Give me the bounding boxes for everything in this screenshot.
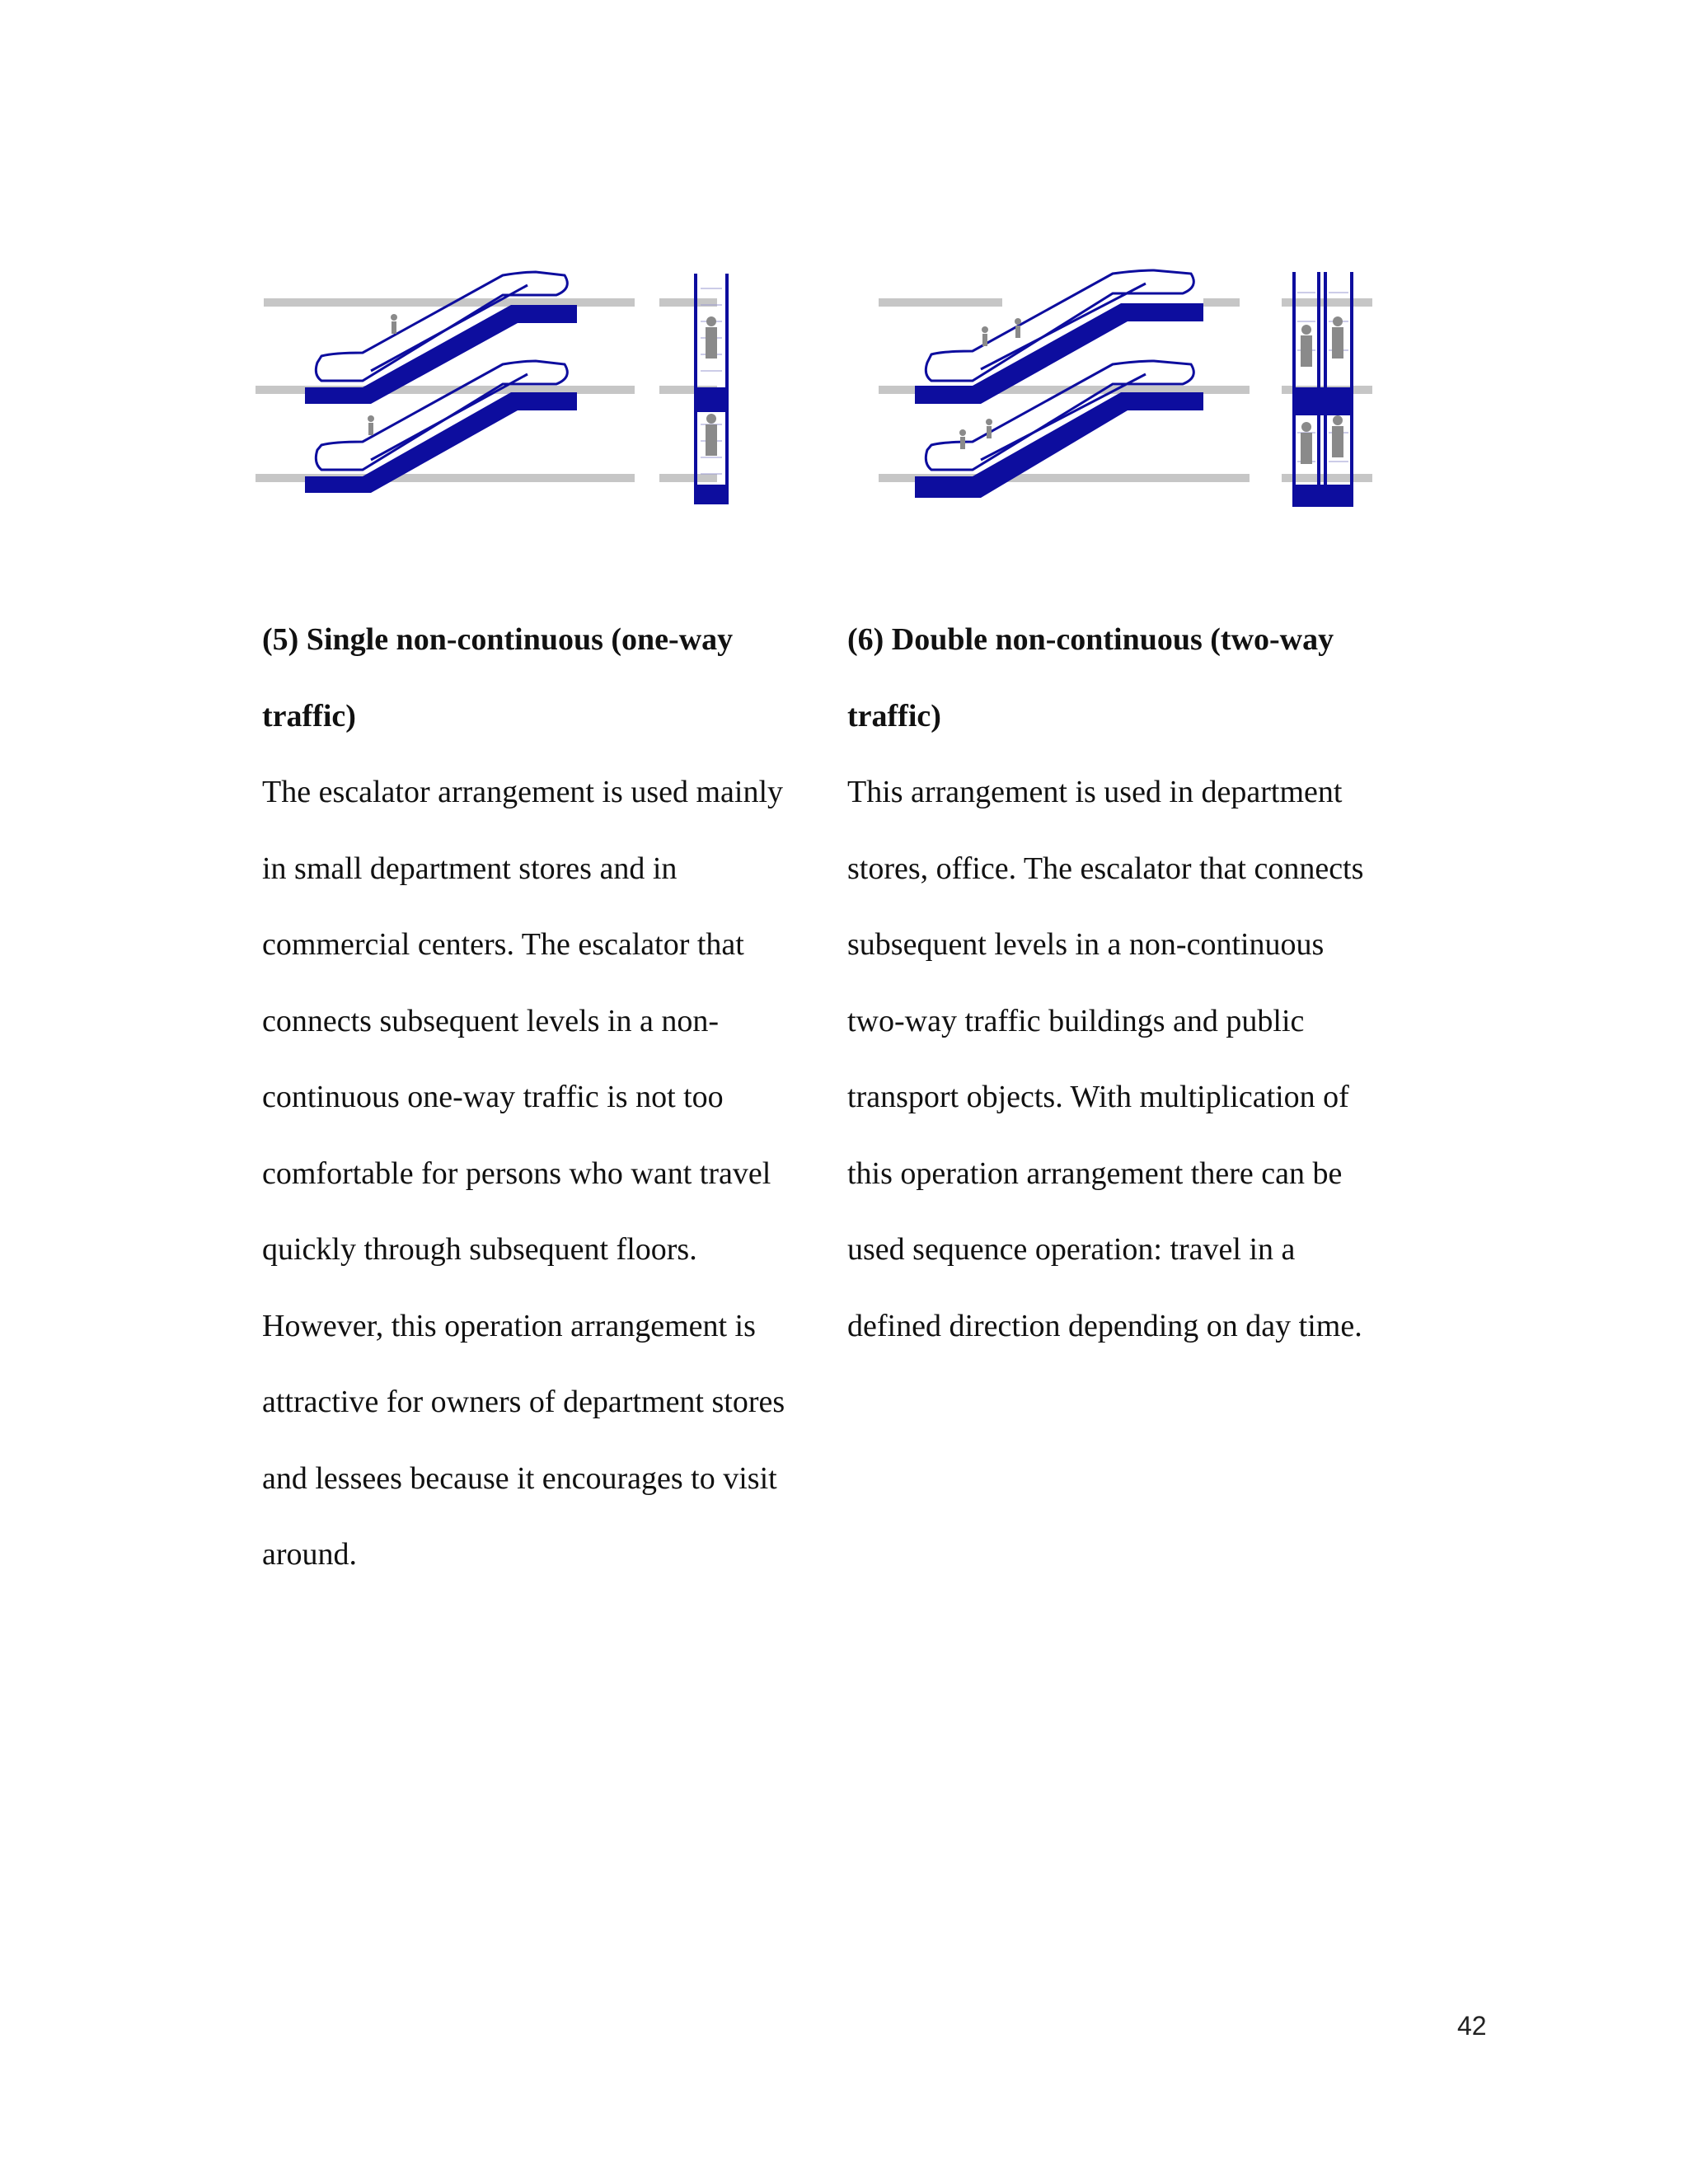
body-line: commercial centers. The escalator that — [262, 927, 744, 962]
body-line: in small department stores and in — [262, 851, 678, 886]
heading-line: traffic) — [262, 698, 356, 733]
single-non-continuous-escalator-diagram — [256, 264, 758, 511]
section-body — [262, 754, 831, 1593]
floor-line — [659, 474, 717, 482]
heading-line: traffic) — [847, 698, 941, 733]
body-line: comfortable for persons who want travel — [262, 1155, 771, 1191]
section-heading — [262, 602, 831, 754]
double-non-continuous-escalator-diagram — [865, 264, 1385, 511]
section-heading — [847, 602, 1416, 754]
escalator-side-view — [1292, 272, 1353, 507]
right-text-column — [847, 602, 1416, 1364]
body-line: used sequence operation: travel in a — [847, 1232, 1296, 1267]
body-line: connects subsequent levels in a non- — [262, 1003, 720, 1038]
body-line: and lessees because it encourages to visit — [262, 1460, 777, 1496]
floor-line — [879, 298, 1002, 307]
floor-line — [1203, 298, 1240, 307]
body-line: continuous one-way traffic is not too — [262, 1080, 724, 1114]
body-line: quickly through subsequent floors. — [262, 1232, 697, 1267]
section-body — [847, 754, 1416, 1364]
body-line: two-way traffic buildings and public — [847, 1003, 1305, 1038]
escalator-side-view — [694, 274, 729, 504]
body-line: subsequent levels in a non-continuous — [847, 927, 1325, 962]
body-line: However, this operation arrangement is — [262, 1308, 756, 1343]
escalator-diagram-svg — [865, 264, 1385, 511]
escalator-diagram-svg — [256, 264, 758, 511]
body-line: attractive for owners of department stores — [262, 1385, 785, 1419]
body-line: defined direction depending on day time. — [847, 1308, 1362, 1343]
heading-line: (6) Double non-continuous (two-way — [847, 622, 1334, 657]
page-number: 42 — [1457, 2011, 1487, 2041]
body-line: stores, office. The escalator that connects — [847, 851, 1364, 886]
left-text-column — [262, 602, 831, 1593]
body-line: The escalator arrangement is used mainly — [262, 775, 784, 809]
body-line: transport objects. With multiplication of — [847, 1080, 1349, 1114]
heading-line: (5) Single non-continuous (one-way — [262, 622, 734, 657]
body-line: this operation arrangement there can be — [847, 1155, 1343, 1191]
body-line: around. — [262, 1537, 358, 1572]
body-line: This arrangement is used in department — [847, 775, 1343, 809]
